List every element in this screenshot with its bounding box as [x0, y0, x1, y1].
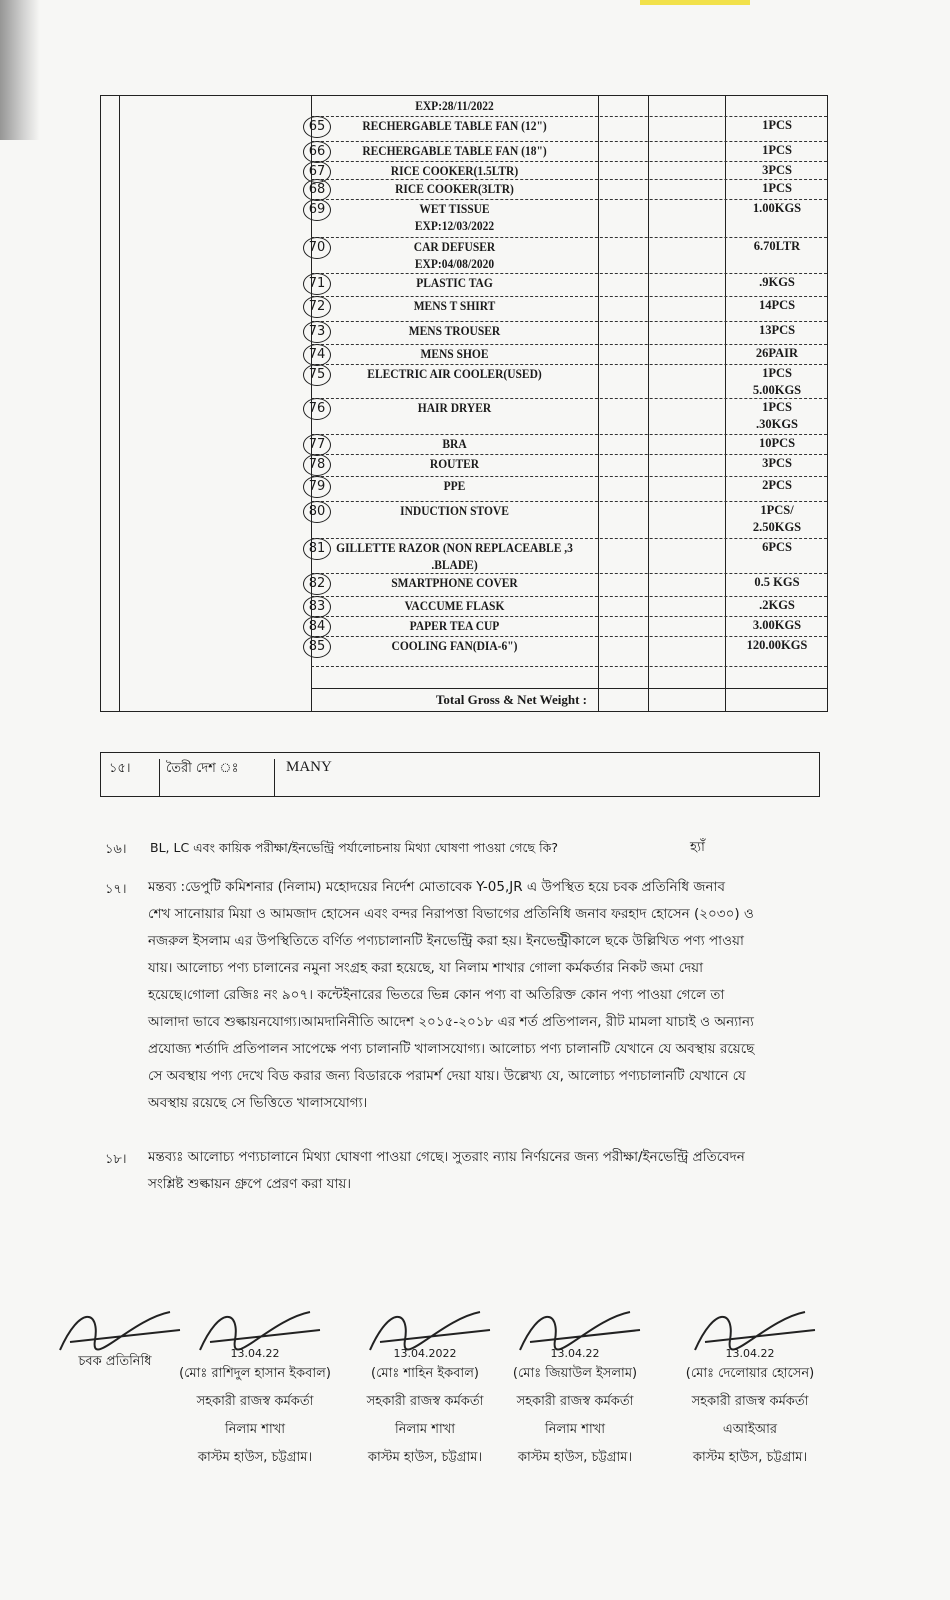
item-quantity: 26PAIR [755, 346, 799, 360]
paragraph-line: নজরুল ইসলাম এর উপস্থিতিতে বর্ণিত পণ্যচালানটি ইনভেন্ট্রি করা হয়। ইনভেন্ট্রীকালে ছকে উল্লিখিত পণ্য পাওয়া [148, 933, 744, 949]
item-number: 70 [303, 237, 331, 259]
item-quantity: 1PCS [762, 143, 792, 157]
country-label: তৈরী দেশ ঃ [166, 761, 239, 776]
item-quantity: 2PCS [762, 478, 792, 492]
table-row [308, 616, 827, 637]
item-quantity: 3PCS [762, 163, 792, 177]
item-number: 85 [303, 636, 331, 658]
signatory-branch: নিলাম শাখা [224, 1422, 286, 1437]
item-number: 82 [303, 573, 331, 595]
signature-date: 13.04.22 [230, 1347, 280, 1360]
table-header-row [311, 96, 827, 117]
table-row [308, 321, 827, 345]
item-quantity: 1PCS 5.00KGS [752, 366, 802, 397]
item-quantity: 14PCS [758, 298, 796, 312]
table-row [308, 273, 827, 297]
total-row [311, 688, 827, 711]
goods-table [100, 95, 828, 712]
section-number: ১৬। [105, 842, 127, 857]
item-number: 84 [303, 616, 331, 638]
item-description: RECHERGABLE TABLE FAN (18") [362, 144, 547, 158]
table-row [308, 116, 827, 142]
paragraph-line: হয়েছে।গোলা রেজিঃ নং ৯০৭। কন্টেইনারের ভিতরে ভিন্ন কোন পণ্য বা অতিরিক্ত কোন পণ্য পাওয়া গেলে তা [148, 987, 725, 1003]
cell-divider [274, 759, 275, 796]
item-number: 79 [303, 476, 331, 498]
item-number: 73 [303, 321, 331, 343]
item-number: 74 [303, 344, 331, 366]
table-row [308, 573, 827, 597]
signature-block [170, 1300, 340, 1472]
item-description: GILLETTE RAZOR (NON REPLACEABLE ,3 .BLADE) [336, 541, 573, 572]
item-description: MENS SHOE [420, 347, 489, 361]
paragraph-line: অবস্থায় রয়েছে সে ভিত্তিতে খালাসযোগ্য। [148, 1095, 368, 1111]
section-15-country-of-origin [100, 752, 820, 797]
table-row [308, 398, 827, 435]
signatory-title: সহকারী রাজস্ব কর্মকর্তা [516, 1394, 634, 1409]
item-number: 67 [303, 161, 331, 183]
item-number: 69 [303, 199, 331, 221]
table-row [308, 296, 827, 322]
item-quantity: 1PCS .30KGS [755, 400, 799, 431]
table-row [308, 501, 827, 539]
item-description: SMARTPHONE COVER [391, 576, 518, 590]
signatory-office: কাস্টম হাউস, চট্টগ্রাম। [517, 1450, 633, 1465]
item-number: 83 [303, 596, 331, 618]
yellow-tab [640, 0, 750, 5]
signatory-branch: নিলাম শাখা [394, 1422, 456, 1437]
item-description: PPE [443, 479, 466, 493]
cell-divider [159, 759, 160, 796]
paragraph-line: প্রযোজ্য শর্তাদি প্রতিপালন সাপেক্ষে পণ্য চালানটি খালাসযোগ্য। আলোচ্য পণ্য চালানটি যেখানে যে অবস্থায় রয়েছে [148, 1041, 755, 1057]
item-number: 75 [303, 364, 331, 386]
country-value: MANY [286, 759, 332, 775]
signatory-title: চবক প্রতিনিধি [78, 1354, 152, 1369]
signature-block [340, 1300, 510, 1472]
item-description: COOLING FAN(DIA-6") [391, 639, 518, 653]
item-description: ELECTRIC AIR COOLER(USED) [367, 367, 542, 381]
section-number: ১৫। [109, 761, 131, 776]
signature-block [665, 1300, 835, 1472]
false-declaration-question: BL, LC এবং কায়িক পরীক্ষা/ইনভেন্ট্রি পর্যালোচনায় মিথ্যা ঘোষণা পাওয়া গেছে কি? [150, 840, 559, 855]
total-label: Total Gross & Net Weight : [435, 692, 587, 707]
item-quantity: 6PCS [762, 540, 792, 554]
item-number: 81 [303, 538, 331, 560]
item-quantity: 1PCS/ 2.50KGS [752, 503, 802, 534]
item-description: CAR DEFUSER EXP:04/08/2020 [413, 240, 496, 271]
item-description: PLASTIC TAG [416, 276, 493, 290]
item-quantity: 13PCS [758, 323, 796, 337]
signature-date: 13.04.22 [725, 1347, 775, 1360]
table-row [308, 344, 827, 365]
item-quantity: 1.00KGS [752, 201, 802, 215]
signatory-office: কাস্টম হাউস, চট্টগ্রাম। [692, 1450, 808, 1465]
paragraph-line: যায়। আলোচ্য পণ্য চালানের নমুনা সংগ্রহ করা হয়েছে, যা নিলাম শাখার গোলা কর্মকর্তার নিকট জমা দেয়া [148, 960, 704, 976]
item-quantity: 10PCS [758, 436, 796, 450]
item-description: HAIR DRYER [417, 401, 492, 415]
item-number: 80 [303, 501, 331, 523]
item-number: 76 [303, 398, 331, 420]
table-row [308, 434, 827, 455]
item-quantity: 6.70LTR [753, 239, 801, 253]
item-number: 72 [303, 296, 331, 318]
item-number: 66 [303, 141, 331, 163]
item-description: VACCUME FLASK [404, 599, 505, 613]
signatory-name: (মোঃ রাশিদুল হাসান ইকবাল) [179, 1366, 331, 1381]
item-quantity: 3.00KGS [752, 618, 802, 632]
table-row [308, 596, 827, 617]
table-row [308, 161, 827, 180]
item-number: 71 [303, 273, 331, 295]
signature-date: 13.04.22 [550, 1347, 600, 1360]
paragraph-line: মন্তব্যঃ আলোচ্য পণ্যচালানে মিথ্যা ঘোষণা পাওয়া গেছে। সুতরাং ন্যায় নির্ণয়নের জন্য পরীক্ষা/ইনভেন্ট্রি প্রতিবেদন [148, 1149, 745, 1165]
item-quantity: .9KGS [759, 275, 795, 289]
table-row [308, 364, 827, 399]
item-number: 65 [303, 116, 331, 138]
item-description: PAPER TEA CUP [409, 619, 500, 633]
item-quantity: 3PCS [762, 456, 792, 470]
signatory-name: (মোঃ শাহিন ইকবাল) [371, 1366, 479, 1381]
signatory-office: কাস্টম হাউস, চট্টগ্রাম। [197, 1450, 313, 1465]
item-description: WET TISSUE EXP:12/03/2022 [414, 202, 495, 233]
signatory-office: কাস্টম হাউস, চট্টগ্রাম। [367, 1450, 483, 1465]
section-number: ১৭। [105, 882, 127, 897]
item-number: 68 [303, 179, 331, 201]
table-row [308, 199, 827, 238]
section-number: ১৮। [105, 1152, 127, 1167]
signatory-name: (মোঃ দেলোয়ার হোসেন) [685, 1366, 815, 1381]
item-description: INDUCTION STOVE [400, 504, 509, 518]
paragraph-line: সে অবস্থায় পণ্য দেখে বিড করার জন্য বিডারকে পরামর্শ দেয়া যায়। উল্লেখ্য যে, আলোচ্য পণ্যচালানটি যেখানে যে [148, 1068, 746, 1084]
paragraph-line: আলাদা ভাবে শুল্কায়নযোগ্য।আমদানিনীতি আদেশ ২০১৫-২০১৮ এর শর্ত প্রতিপালন, রীট মামলা যাচাই ও অন্যান্য [148, 1014, 754, 1030]
signatory-title: সহকারী রাজস্ব কর্মকর্তা [691, 1394, 809, 1409]
signature-block [490, 1300, 660, 1472]
item-description: MENS TROUSER [408, 324, 501, 338]
item-description: BRA [442, 437, 467, 451]
table-row [308, 179, 827, 200]
item-description: ROUTER [429, 457, 480, 471]
paragraph-line: শেখ সানোয়ার মিয়া ও আমজাদ হোসেন এবং বন্দর নিরাপত্তা বিভাগের প্রতিনিধি জনাব ফরহাদ হোসেন (২০৩০) ও [148, 906, 754, 922]
false-declaration-answer: হ্যাঁ [690, 839, 705, 855]
table-row [308, 636, 827, 667]
signatory-branch: নিলাম শাখা [544, 1422, 606, 1437]
signatory-title: সহকারী রাজস্ব কর্মকর্তা [196, 1394, 314, 1409]
item-description: RICE COOKER(1.5LTR) [390, 164, 519, 178]
table-row [308, 476, 827, 502]
signatory-name: (মোঃ জিয়াউল ইসলাম) [512, 1366, 638, 1381]
signatory-title: সহকারী রাজস্ব কর্মকর্তা [366, 1394, 484, 1409]
item-description: MENS T SHIRT [413, 299, 496, 313]
item-number: 78 [303, 454, 331, 476]
item-quantity: 1PCS [762, 181, 792, 195]
table-row [308, 454, 827, 477]
item-quantity: 120.00KGS [746, 638, 808, 652]
scan-shadow [0, 0, 40, 140]
paragraph-line: মন্তব্য :ডেপুটি কমিশনার (নিলাম) মহোদয়ের নির্দেশ মোতাবেক Y-05,JR এ উপস্থিত হয়ে চবক প্রতিনিধি জনাব [148, 879, 725, 895]
item-description: RECHERGABLE TABLE FAN (12") [362, 119, 547, 133]
table-divider [119, 96, 120, 711]
table-row [308, 538, 827, 574]
expiry-text: EXP:28/11/2022 [415, 99, 494, 113]
item-description: RICE COOKER(3LTR) [395, 182, 514, 196]
item-quantity: 0.5 KGS [754, 575, 800, 589]
item-quantity: .2KGS [759, 598, 795, 612]
signatory-branch: এআইআর [722, 1422, 778, 1437]
table-row [308, 141, 827, 162]
paragraph-line: সংশ্লিষ্ট শুল্কায়ন গ্রুপে প্রেরণ করা যায়। [148, 1176, 352, 1192]
item-number: 77 [303, 434, 331, 456]
table-row [308, 237, 827, 274]
signature-date: 13.04.2022 [393, 1347, 457, 1360]
item-quantity: 1PCS [762, 118, 792, 132]
